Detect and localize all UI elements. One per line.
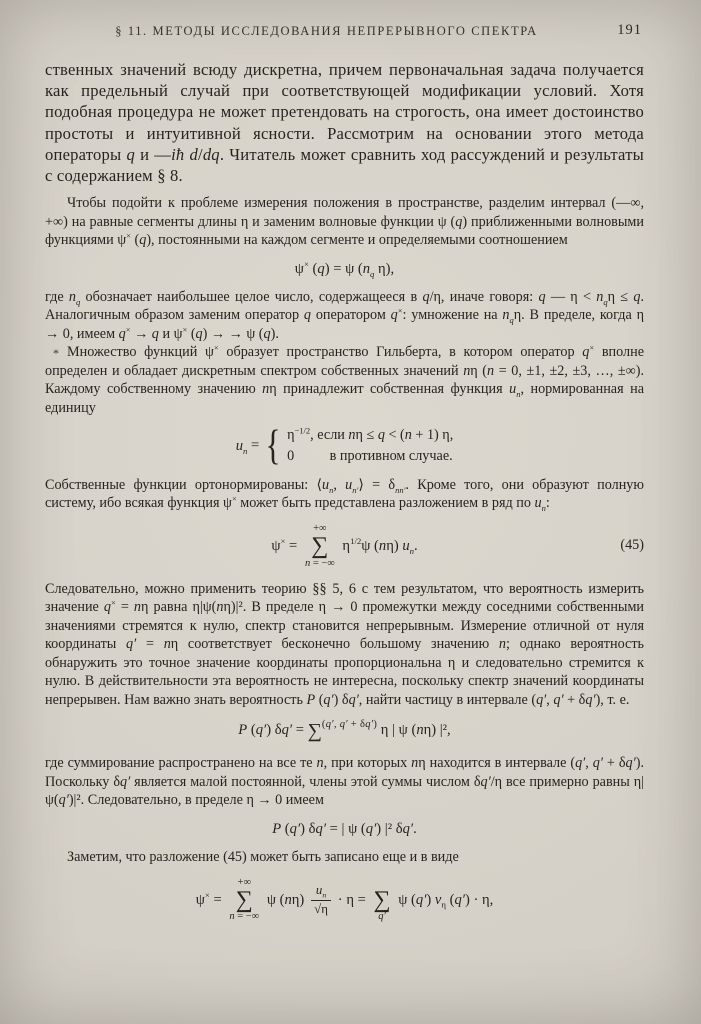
paragraph-alt-expansion-note: Заметим, что разложение (45) может быть записано еще и в виде bbox=[67, 849, 459, 866]
paragraph-probability-theory: Следовательно, можно применить теорию §§ 5, 6 с тем результатом, что вероятность измерить значение q× = nη равна η|ψ(nη)|². В пределе η → 0 промежутки между соседними собственными значениями стремятся к нулю, спектр становится непрерывным. Измерение отличной от нуля координаты q′ = nη соответствует бесконечно большому значению n; однако вероятность обнаружить это точное значение координаты пропорциональна η и следовательно стремится к нулю. В действительности эта вероятность не интересна, поскольку спектр значений координаты непрерывен. Нам важно знать вероятность P (q′) δq′, найти частицу в интервале (q′, q′ + δq′), т. е. bbox=[45, 580, 645, 708]
paragraph-nq-definition: где $n_q$ обозначает наибольшее целое число, содержащееся в q/η, иначе говоря: q — $\eta < n_q\eta \le q$. Аналогичным образом заменим оператор q оператором q×: умножение на $n_q\eta$. В пределе, когда η → 0, имеем q× → q и ψ× (q) → → ψ (q). bbox=[45, 288, 644, 342]
paragraph-continuation: ственных значений всюду дискретна, причем первоначальная задача получается как предельный случай при соответствующей модификации условий. Хотя подобная процедура не может претендовать на строгость, она имеет достоинство простоты и интуитивной ясности. Рассмотрим на основании этого метода операторы q и —iħ d/dq. Читатель может сравнить ход рассуждений и результаты с содержанием § 8. bbox=[45, 60, 644, 186]
page-header bbox=[45, 22, 644, 44]
formula-expansion-alternative: ψ× = +∞ ∑ n = −∞ ψ (nη) $\frac{u_n}{√\eta}$ · η = ∑ q′ ψ (q′) $v_\eta$ (q′) · η, bbox=[195, 876, 494, 923]
paragraph-orthonormal: Собственные функции ортонормированы: $⟨u_n$, $u_{n'}⟩ = \delta_{nn'}$. Кроме того, они образуют полную систему, ибо всякая функция ψ× может быть представлена разложением в ряд по $u_n$: bbox=[45, 476, 644, 514]
paragraph-hilbert-space-text: Множество функций ψ× образует пространство Гильберта, в котором оператор q× вполне определен и обладает дискретным спектром собственных значений nη (n = 0, ±1, ±2, ±3, …, ±∞). Каждому собственному значению nη принадлежит собственная функция $u_n$, нормированная на единицу bbox=[45, 342, 645, 416]
running-title: § 11. МЕТОДЫ ИССЛЕДОВАНИЯ НЕПРЕРЫВНОГО СПЕКТРА bbox=[115, 24, 538, 38]
formula-eigenfunction-cases: $u_n$ = { $\eta^{-1/2}$, если nη ≤ q < (n + 1) η, 0 в противном случае. bbox=[235, 422, 454, 469]
formula-psi-approx-definition: ψ× (q) = ψ ($n_q$ η), bbox=[294, 258, 395, 279]
page-body bbox=[45, 59, 644, 924]
margin-mark: * bbox=[53, 346, 59, 361]
equation-45 bbox=[45, 523, 644, 570]
formula-series-expansion: ψ× = +∞ ∑ n = −∞ $\eta^{1/2}\psi$ (nη) $u_n$. bbox=[271, 522, 418, 569]
formula-probability-limit: P (q′) δq′ = | ψ (q′) |² δq′. bbox=[272, 820, 417, 837]
paragraph-hilbert-space bbox=[45, 343, 644, 417]
equation-number-45: (45) bbox=[620, 537, 644, 554]
formula-probability-sum: P (q′) δq′ = ∑$^{(q', q' + \delta q')}$ η | ψ (nη) |², bbox=[238, 719, 451, 743]
page-number: 191 bbox=[617, 22, 642, 38]
paragraph-segments-intro: Чтобы подойти к проблеме измерения положения в пространстве, разделим интервал (—∞, +∞) на равные сегменты длины η и заменим волновые функции ψ (q) приближенными волновыми функциями ψ× (q), постоянными на каждом сегменте и определяемыми соотношением bbox=[45, 195, 644, 249]
paragraph-summation-range: где суммирование распространено на все те n, при которых nη находится в интервале (q′, q′ + δq′). Поскольку δq′ является малой постоянной, члены этой суммы числом δq′/η все примерно равны η|ψ(q′)|². Следовательно, в пределе η → 0 имеем bbox=[45, 755, 644, 809]
